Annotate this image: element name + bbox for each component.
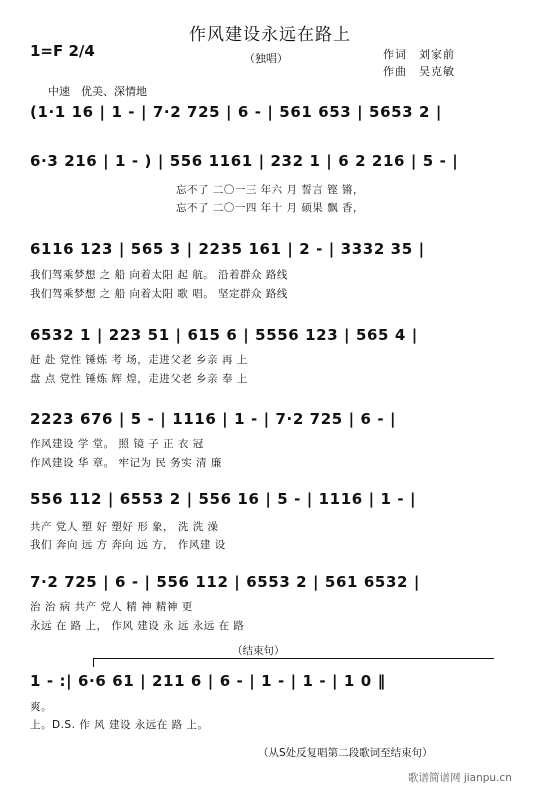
system-3-notes: 6116 123 | 565 3 | 2235 161 | 2 - | 3332 35 | bbox=[30, 240, 425, 258]
system-7-lyrics-2: 永远 在 路 上， 作风 建设 永 远 永远 在 路 bbox=[30, 620, 245, 632]
system-6-notes: 556 112 | 6553 2 | 556 16 | 5 - | 1116 | 1 - | bbox=[30, 490, 417, 508]
system-6-lyrics-2: 我们 奔向 远 方 奔向 远 方， 作风建 设 bbox=[30, 539, 226, 551]
system-2-notes: 6·3 216 | 1 - ) | 556 1161 | 232 1 | 6 2 216 | 5 - | bbox=[30, 152, 459, 170]
composer-credit: 作曲 吴克敏 bbox=[383, 65, 455, 78]
system-1-notes: (1·1 16 | 1 - | 7·2 725 | 6 - | 561 653 | 5653 2 | bbox=[30, 103, 442, 121]
lyricist-credit: 作词 刘家前 bbox=[383, 48, 455, 61]
system-4-lyrics-2: 盘 点 党性 锤炼 辉 煌，走进父老 乡亲 奉 上 bbox=[30, 373, 248, 385]
system-2-lyrics-2: 忘不了 二〇一四 年十 月 硕果 飘 香， bbox=[176, 202, 365, 214]
performance-note: （独唱） bbox=[244, 52, 288, 65]
system-3-lyrics-2: 我们驾乘梦想 之 船 向着太阳 歌 唱。 坚定群众 路线 bbox=[30, 288, 288, 300]
key-signature: 1=F 2/4 bbox=[30, 42, 95, 60]
system-5-lyrics-2: 作风建设 华 章。 牢记为 民 务实 清 廉 bbox=[30, 457, 222, 469]
system-8-notes: 1 - :| 6·6 61 | 211 6 | 6 - | 1 - | 1 - | 1 0 ‖ bbox=[30, 672, 386, 690]
page-title: 作风建设永远在路上 bbox=[189, 25, 351, 45]
system-6-lyrics-1: 共产 党人 塑 好 塑好 形 象， 洗 洗 澡 bbox=[30, 521, 219, 533]
system-5-notes: 2223 676 | 5 - | 1116 | 1 - | 7·2 725 | 6 - | bbox=[30, 410, 397, 428]
system-2-lyrics-1: 忘不了 二〇一三 年六 月 誓言 铿 锵， bbox=[176, 184, 365, 196]
system-4-lyrics-1: 赶 赴 党性 锤炼 考 场，走进父老 乡亲 再 上 bbox=[30, 354, 248, 366]
system-3-lyrics-1: 我们驾乘梦想 之 船 向着太阳 起 航。 沿着群众 路线 bbox=[30, 269, 288, 281]
system-8-lyrics-2: 上。D.S. 作 风 建设 永远在 路 上。 bbox=[30, 719, 209, 731]
repeat-footnote: （从S处反复唱第二段歌词至结束句） bbox=[258, 747, 433, 759]
ending-label: （结束句） bbox=[232, 645, 285, 657]
site-watermark: 歌谱简谱网 jianpu.cn bbox=[408, 772, 512, 784]
ending-bracket bbox=[93, 658, 494, 667]
system-7-notes: 7·2 725 | 6 - | 556 112 | 6553 2 | 561 6532 | bbox=[30, 573, 420, 591]
system-5-lyrics-1: 作风建设 学 堂。 照 镜 子 正 衣 冠 bbox=[30, 438, 204, 450]
system-8-lyrics-1: 爽。 bbox=[30, 701, 52, 713]
tempo-marking: 中速 优美、深情地 bbox=[48, 85, 147, 98]
system-7-lyrics-1: 治 治 病 共产 党人 精 神 精神 更 bbox=[30, 601, 193, 613]
system-4-notes: 6532 1 | 223 51 | 615 6 | 5556 123 | 565 4 | bbox=[30, 326, 418, 344]
